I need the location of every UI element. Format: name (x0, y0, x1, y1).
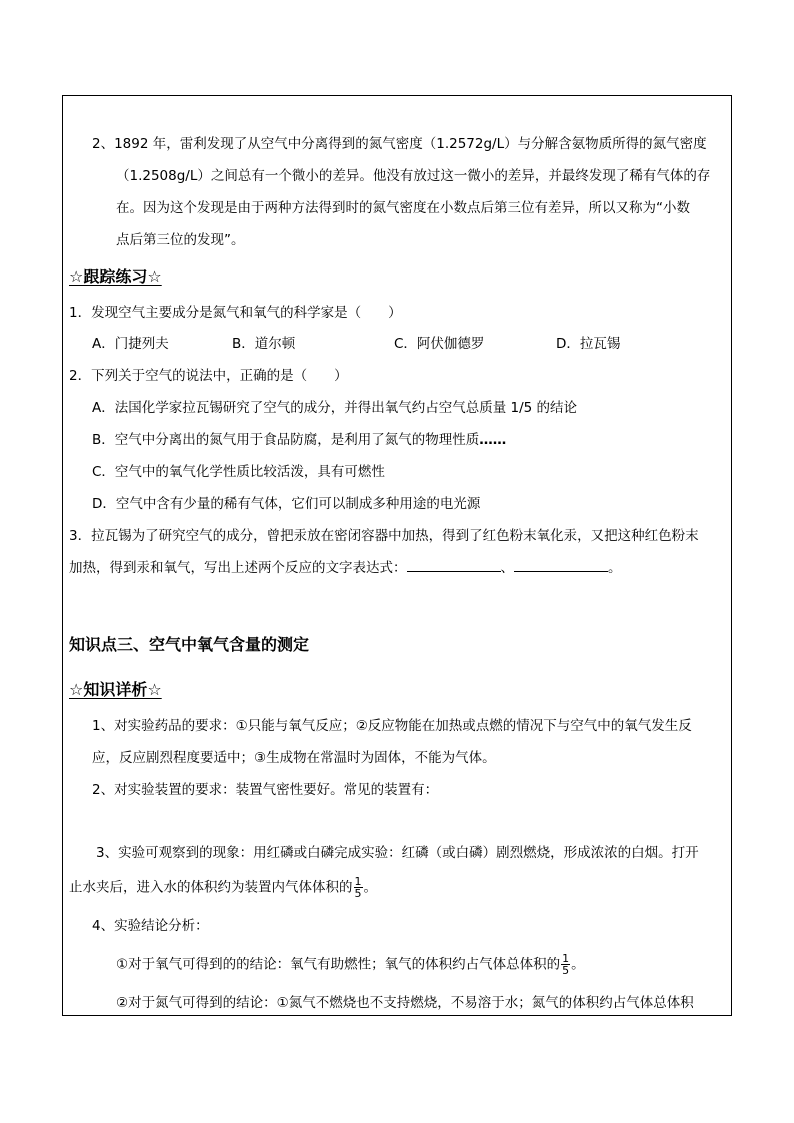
analysis-item-3-line-1: 3、实验可观察到的现象：用红磷或白磷完成实验：红磷（或白磷）剧烈燃烧，形成浓浓的白烟。打开 (96, 845, 699, 861)
history-line-1: 2、1892 年，雷利发现了从空气中分离得到的氮气密度（1.2572g/L）与分解含氨物质所得的氮气密度 (92, 136, 707, 152)
practice-heading: ☆跟踪练习☆ (69, 267, 162, 286)
question-1-option-c: C．阿伏伽德罗 (394, 336, 485, 352)
question-2-option-a: A．法国化学家拉瓦锡研究了空气的成分，并得出氧气约占空气总质量 1/5 的结论 (92, 400, 578, 416)
answer-blank-2[interactable] (514, 559, 608, 572)
oxygen-conclusion (116, 953, 585, 976)
analysis-heading: ☆知识详析☆ (69, 680, 162, 699)
question-1-option-a: A．门捷列夫 (92, 336, 169, 352)
analysis-item-2: 2、对实验装置的要求：装置气密性要好。常见的装置有： (92, 782, 439, 798)
history-line-3: 在。因为这个发现是由于两种方法得到时的氮气密度在小数点后第三位有差异，所以又称为“小数 (116, 200, 690, 216)
question-2-option-d: D．空气中含有少量的稀有气体，它们可以制成多种用途的电光源 (92, 496, 481, 512)
analysis-item-1-line-1: 1、对实验药品的要求：①只能与氧气反应；②反应物能在加热或点燃的情况下与空气中的氧气发生反 (92, 718, 692, 734)
fraction-numerator-2: 1 (562, 952, 570, 965)
section-title: 知识点三、空气中氧气含量的测定 (69, 635, 310, 654)
question-2-option-b-ellipsis: …… (479, 432, 507, 448)
fraction-denominator: 5 (354, 887, 362, 900)
question-2-option-b (92, 430, 506, 450)
question-3-prompt: 加热，得到汞和氧气，写出上述两个反应的文字表达式： (69, 560, 407, 576)
oxygen-conclusion-text: ①对于氧气可得到的的结论：氧气有助燃性；氧气的体积约占气体总体积的 (116, 956, 561, 973)
question-1-stem: 1．发现空气主要成分是氮气和氧气的科学家是（ ） (69, 305, 402, 321)
question-2-option-c: C．空气中的氧气化学性质比较活泼，具有可燃性 (92, 464, 385, 480)
analysis-item-3-line-2 (69, 876, 377, 899)
fraction-one-fifth (354, 876, 363, 899)
question-1-option-d: D．拉瓦锡 (556, 336, 621, 352)
analysis-item-3-prefix: 止水夹后，进入水的体积约为装置内气体体积的 (69, 879, 353, 896)
fraction-one-fifth-2 (561, 953, 570, 976)
question-3-line-2 (69, 558, 622, 578)
question-3-end: 。 (608, 560, 622, 576)
analysis-item-4: 4、实验结论分析： (92, 918, 209, 934)
history-line-2: （1.2508g/L）之间总有一个微小的差异。他没有放过这一微小的差异，并最终发现了稀有气体的存 (116, 168, 711, 184)
question-2-option-b-text: B．空气中分离出的氮气用于食品防腐，是利用了氮气的物理性质 (92, 432, 480, 448)
nitrogen-conclusion: ②对于氮气可得到的结论：①氮气不燃烧也不支持燃烧，不易溶于水；氮气的体积约占气体总体积 (116, 995, 694, 1011)
fraction-denominator-2: 5 (562, 964, 570, 977)
analysis-item-1-line-2: 应，反应剧烈程度要适中；③生成物在常温时为固体，不能为气体。 (92, 750, 496, 766)
analysis-item-3-end: 。 (363, 879, 377, 896)
fraction-numerator: 1 (354, 875, 362, 888)
question-3-separator: 、 (500, 560, 514, 576)
history-line-4: 点后第三位的发现”。 (116, 232, 245, 248)
oxygen-conclusion-end: 。 (571, 956, 585, 973)
answer-blank-1[interactable] (407, 559, 501, 572)
question-1-option-b: B．道尔顿 (232, 336, 296, 352)
question-2-stem: 2．下列关于空气的说法中，正确的是（ ） (69, 368, 348, 384)
question-3-line-1: 3．拉瓦锡为了研究空气的成分，曾把汞放在密闭容器中加热，得到了红色粉末氧化汞，又把这种红色粉末 (69, 528, 699, 544)
